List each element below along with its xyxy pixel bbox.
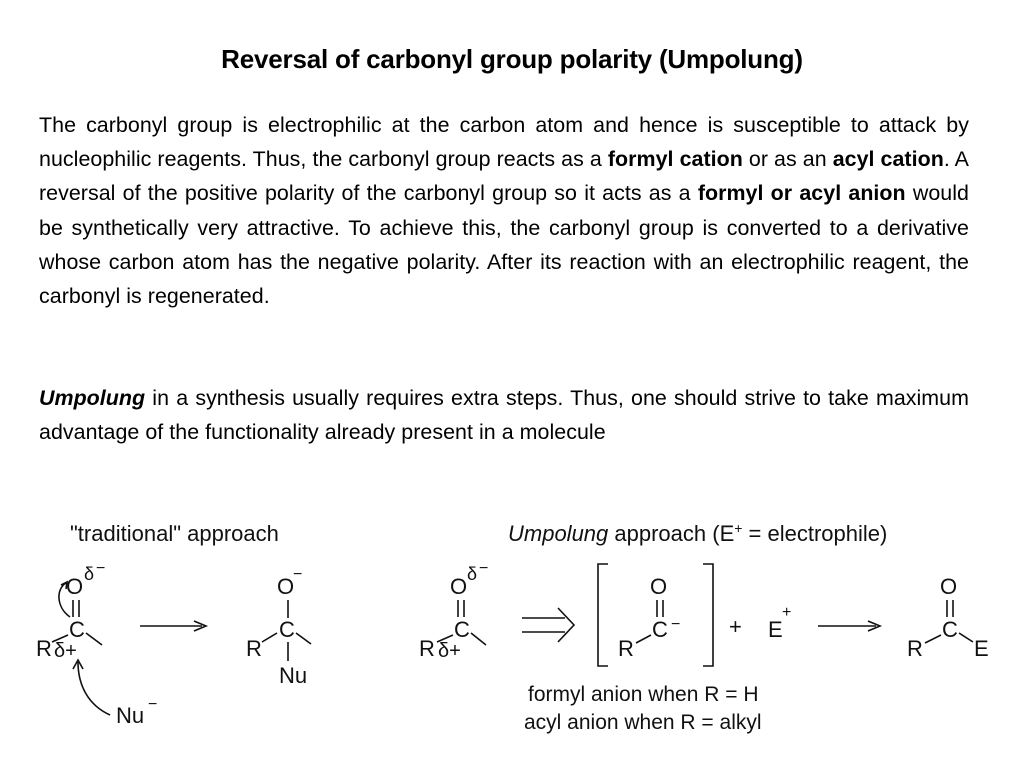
delta-plus-symbol: δ+ — [438, 640, 461, 662]
electrophile-label: E — [974, 636, 989, 661]
reaction-scheme — [0, 505, 1024, 755]
electrophile-label: E — [768, 617, 783, 642]
formyl-anion-note: formyl anion when R = H — [528, 683, 759, 706]
atom-r: R — [246, 636, 262, 661]
acyl-anion-synthon — [598, 564, 713, 666]
atom-c: C — [454, 617, 470, 642]
text-segment: would be synthetically very attractive. To achieve this, the carbonyl group is converted to a derivative whose carbon atom has the negative polarity. After its reaction with an electrophilic reagent, the carbonyl is regenerated. — [39, 181, 969, 309]
traditional-approach-label: "traditional" approach — [70, 521, 279, 546]
minus-symbol: − — [96, 560, 106, 577]
retrosynthetic-arrow — [522, 608, 574, 642]
atom-c: C — [279, 617, 295, 642]
atom-c: C — [942, 617, 958, 642]
delta-plus-symbol: δ+ — [54, 640, 77, 662]
umpolung-label-sup: + — [734, 520, 743, 536]
nucleophile-label: Nu — [279, 663, 308, 688]
ketone-product-structure — [907, 574, 989, 661]
nucleophile-minus: − — [148, 696, 158, 713]
minus-symbol: − — [293, 566, 303, 583]
delta-symbol: δ — [84, 564, 95, 584]
alkoxide-product-structure — [246, 566, 311, 688]
umpolung-label-rest: approach (E — [608, 521, 735, 546]
atom-c: C — [69, 617, 85, 642]
umpolung-start-carbonyl-structure — [419, 560, 488, 662]
plus-sign: + — [729, 614, 742, 639]
atom-o: O — [450, 574, 468, 599]
atom-c: C — [652, 617, 668, 642]
delta-symbol: δ — [467, 564, 478, 584]
text-segment: or as an — [742, 147, 833, 172]
paragraph-umpolung-steps — [39, 381, 969, 449]
text-segment: in a synthesis usually requires extra steps. Thus, one should strive to take maximum advantage of the functionality already present in a molecule — [39, 386, 969, 445]
reaction-arrow — [818, 621, 880, 631]
slide-title: Reversal of carbonyl group polarity (Umpolung) — [221, 44, 803, 74]
text-segment: acyl cation — [832, 147, 944, 172]
umpolung-label-end: = electrophile) — [742, 521, 888, 546]
acyl-anion-note: acyl anion when R = alkyl — [524, 711, 762, 734]
minus-symbol: − — [479, 560, 489, 577]
atom-r: R — [907, 636, 923, 661]
electrophile-plus: + — [782, 604, 792, 621]
minus-symbol: − — [671, 616, 681, 633]
atom-r: R — [419, 636, 435, 661]
text-segment: . A reversal of the positive polarity of the carbonyl group so it acts as a — [39, 147, 969, 206]
atom-r: R — [36, 636, 52, 661]
atom-o: O — [66, 574, 84, 599]
umpolung-approach-label — [508, 520, 887, 546]
umpolung-label-italic: Umpolung — [508, 521, 609, 546]
polarized-carbonyl-structure — [36, 560, 157, 728]
reaction-arrow — [140, 621, 206, 631]
text-segment: formyl cation — [607, 147, 743, 172]
atom-o: O — [940, 574, 958, 599]
nucleophile-label: Nu — [116, 703, 145, 728]
text-segment: The carbonyl group is electrophilic at the carbon atom and hence is susceptible to attack by nucleophilic reagents. Thus, the carbonyl group reacts as a — [39, 113, 969, 172]
text-segment: formyl or acyl anion — [697, 181, 906, 206]
atom-o: O — [650, 574, 668, 599]
paragraph-carbonyl-polarity — [39, 108, 969, 313]
text-segment: Umpolung — [39, 386, 146, 410]
atom-r: R — [618, 636, 634, 661]
atom-o: O — [277, 574, 295, 599]
